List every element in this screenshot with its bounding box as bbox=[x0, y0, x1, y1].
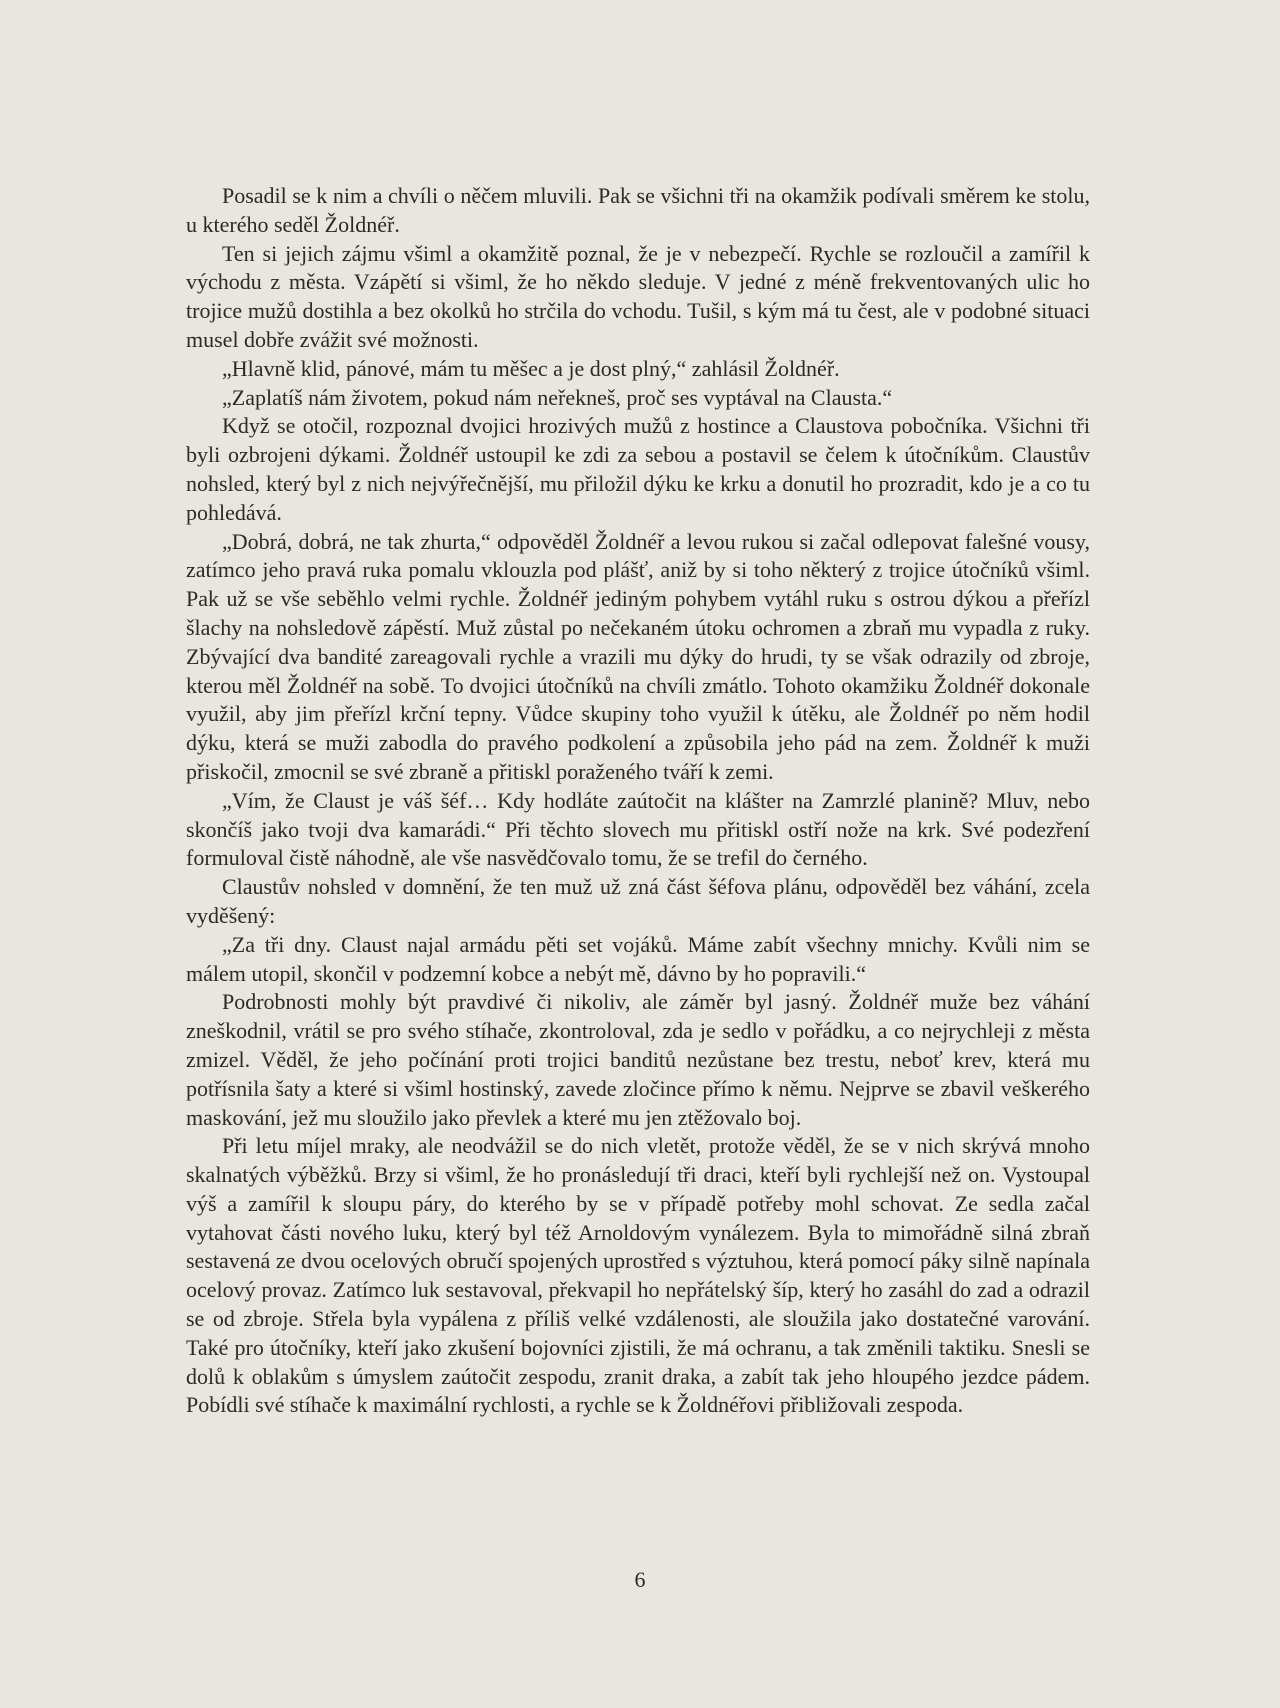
paragraph: Když se otočil, rozpoznal dvojici hrozivých mužů z hostince a Claustova pobočníka. Všichni tři byli ozbrojeni dýkami. Žoldnéř ustoupil ke zdi za sebou a postavil se čelem k útočníkům. Claustův nohsled, který byl z nich nejvýřečnější, mu přiložil dýku ke krku a donutil ho prozradit, kdo je a co tu pohledává. bbox=[186, 413, 1090, 525]
paragraph: „Vím, že Claust je váš šéf… Kdy hodláte zaútočit na klášter na Zamrzlé planině? Mluv, nebo skončíš jako tvoji dva kamarádi.“ Při těchto slovech mu přitiskl ostří nože na krk. Své podezření formuloval čistě náhodně, ale vše nasvědčovalo tomu, že se trefil do černého. bbox=[186, 787, 1090, 871]
paragraph: „Hlavně klid, pánové, mám tu měšec a je dost plný,“ zahlásil Žoldnéř. bbox=[222, 355, 840, 381]
paragraph: „Za tři dny. Claust najal armádu pěti set vojáků. Máme zabít všechny mnichy. Kvůli nim se málem utopil, skončil v podzemní kobce a nebýt mě, dávno by ho popravili.“ bbox=[186, 931, 1090, 986]
body-text bbox=[186, 182, 1090, 1420]
paragraph: Claustův nohsled v domnění, že ten muž už zná část šéfova plánu, odpověděl bez váhání, zcela vyděšený: bbox=[186, 874, 1090, 928]
paragraph: „Dobrá, dobrá, ne tak zhurta,“ odpověděl Žoldnéř a levou rukou si začal odlepovat falešné vousy, zatímco jeho pravá ruka pomalu vklouzla pod plášť, aniž by si toho některý z trojice útočníků všiml. Pak už se vše seběhlo velmi rychle. Žoldnéř jediným pohybem vytáhl ruku s ostrou dýkou a přeřízl šlachy na nohsledově zápěstí. Muž zůstal po nečekaném útoku ochromen a zbraň mu vypadla z ruky. Zbývající dva bandité zareagovali rychle a vrazili mu dýky do hrudi, ty se však odrazily od zbroje, kterou měl Žoldnéř na sobě. To dvojici útočníků na chvíli zmátlo. Tohoto okamžiku Žoldnéř dokonale využil, aby jim přeřízl krční tepny. Vůdce skupiny toho využil k útěku, ale Žoldnéř po něm hodil dýku, která se muži zabodla do pravého podkolení a způsobila jeho pád na zem. Žoldnéř k muži přiskočil, zmocnil se své zbraně a přitiskl poraženého tváří k zemi. bbox=[186, 528, 1090, 784]
paragraph: „Zaplatíš nám životem, pokud nám neřekneš, proč ses vyptával na Clausta.“ bbox=[222, 384, 893, 410]
page-number: 6 bbox=[634, 1567, 646, 1592]
paragraph: Při letu míjel mraky, ale neodvážil se do nich vletět, protože věděl, že se v nich skrývá mnoho skalnatých výběžků. Brzy si všiml, že ho pronásledují tři draci, kteří byli rychlejší než on. Vystoupal výš a zamířil k sloupu páry, do kterého by se v případě potřeby mohl schovat. Ze sedla začal vytahovat části nového luku, který byl též Arnoldovým vynálezem. Byla to mimořádně silná zbraň sestavená ze dvou ocelových obručí spojených uprostřed s výztuhou, která pomocí páky silně napínala ocelový provaz. Zatímco luk sestavoval, překvapil ho nepřátelský šíp, který ho zasáhl do zad a odrazil se od zbroje. Střela byla vypálena z příliš velké vzdálenosti, ale sloužila jako dostatečné varování. Také pro útočníky, kteří jako zkušení bojovníci zjistili, že má ochranu, a tak změnili taktiku. Snesli se dolů k oblakům s úmyslem zaútočit zespodu, zranit draka, a zabít tak jeho hloupého jezdce pádem. Pobídli své stíhače k maximální rychlosti, a rychle se k Žoldnéřovi přibližovali zespoda. bbox=[186, 1133, 1090, 1418]
paragraph: Ten si jejich zájmu všiml a okamžitě poznal, že je v nebezpečí. Rychle se rozloučil a zamířil k východu z města. Vzápětí si všiml, že ho někdo sleduje. V jedné z méně frekventovaných ulic ho trojice mužů dostihla a bez okolků ho strčila do vchodu. Tušil, s kým má tu čest, ale v podobné situaci musel dobře zvážit své možnosti. bbox=[186, 240, 1090, 352]
paragraph: Podrobnosti mohly být pravdivé či nikoliv, ale záměr byl jasný. Žoldnéř muže bez váhání zneškodnil, vrátil se pro svého stíhače, zkontroloval, zda je sedlo v pořádku, a co nejrychleji z města zmizel. Věděl, že jeho počínání proti trojici banditů nezůstane bez trestu, neboť krev, která mu potřísnila šaty a které si všiml hostinský, zavede zločince přímo k němu. Nejprve se zbavil veškerého maskování, jež mu sloužilo jako převlek a které mu jen ztěžovalo boj. bbox=[186, 989, 1090, 1130]
paragraph: Posadil se k nim a chvíli o něčem mluvili. Pak se všichni tři na okamžik podívali směrem ke stolu, u kterého seděl Žoldnéř. bbox=[186, 183, 1090, 237]
